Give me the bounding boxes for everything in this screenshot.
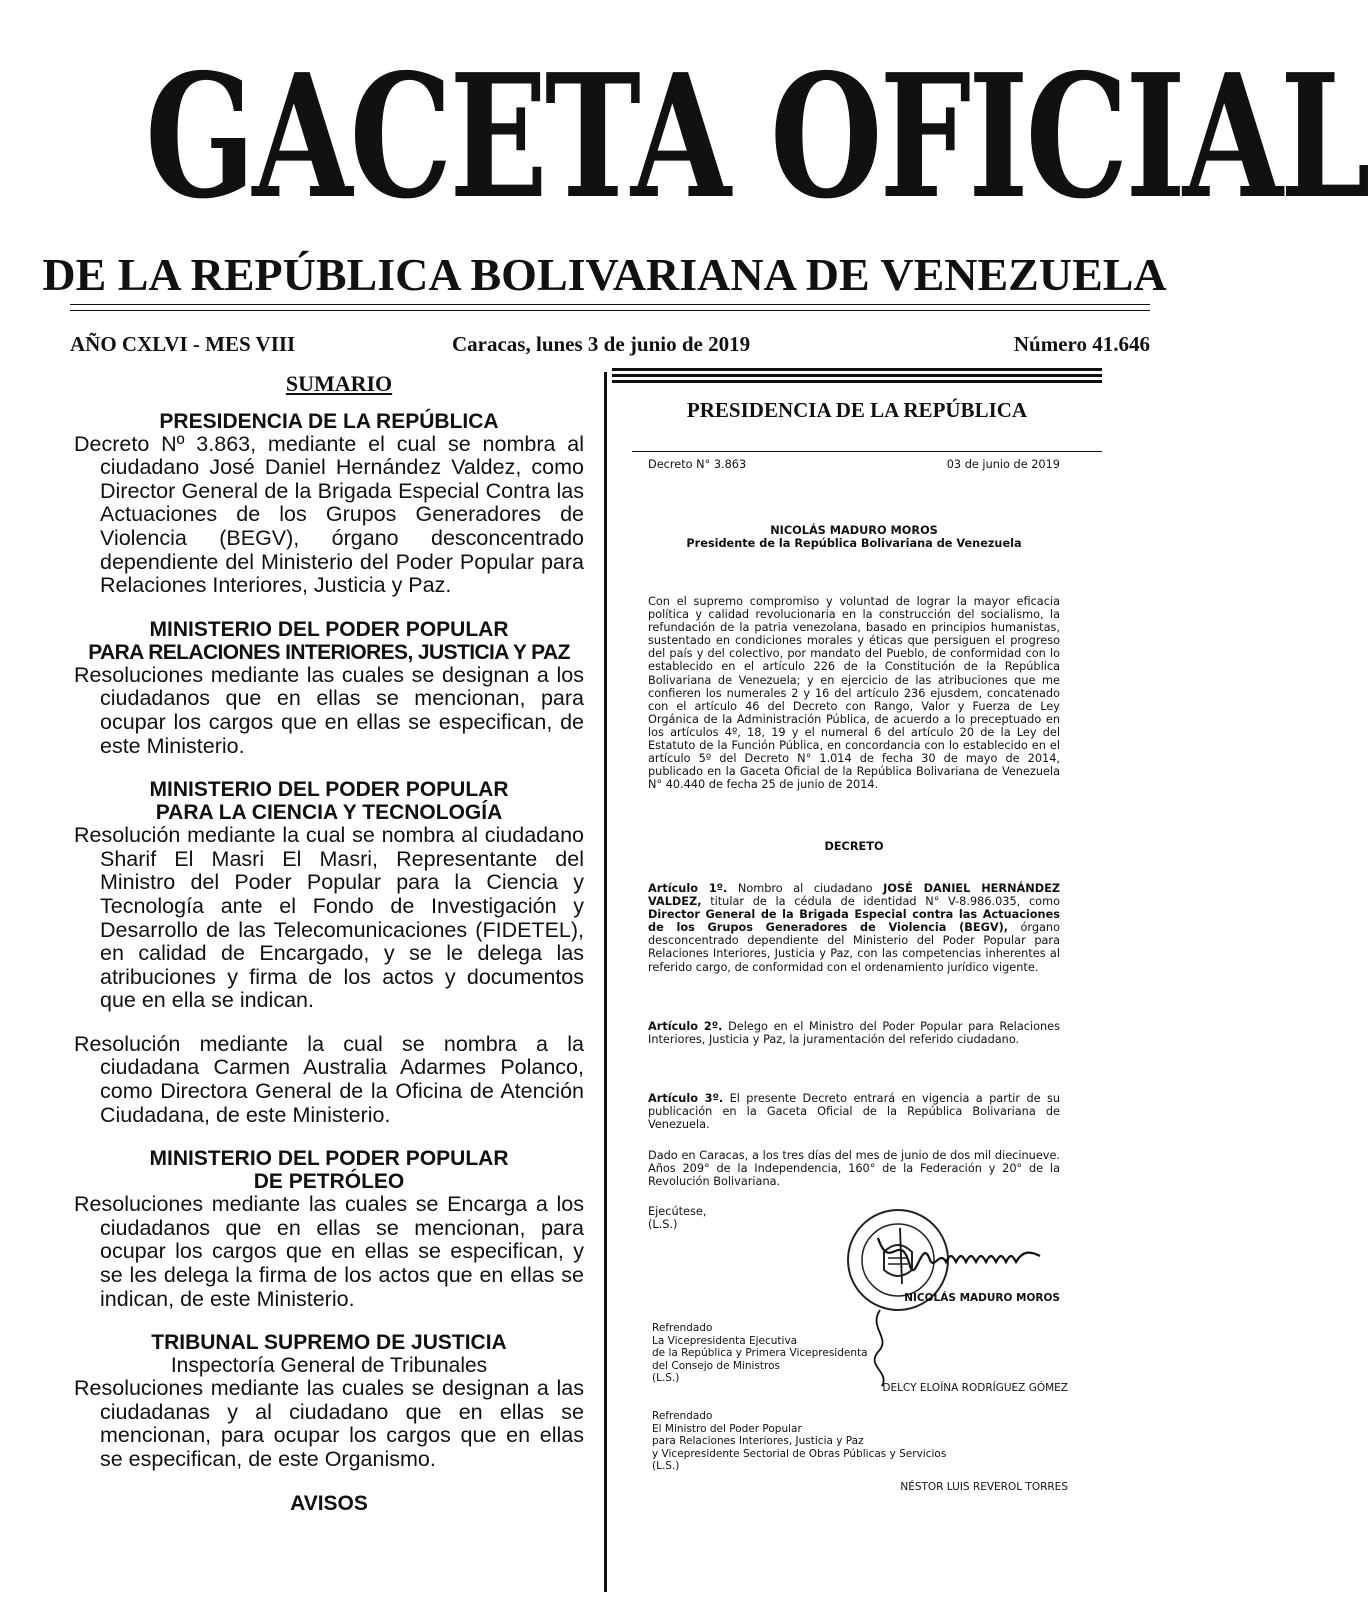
section-heading: PARA LA CIENCIA Y TECNOLOGÍA: [155, 801, 503, 825]
decree-heading: DECRETO: [824, 840, 884, 853]
article-2-text: Delego en el Ministro del Poder Popular para Relaciones Interiores, Justicia y Paz, la juramentación del referido ciudadano.: [648, 1020, 1061, 1047]
article-1: [648, 882, 1060, 974]
section-heading: MINISTERIO DEL PODER POPULAR: [149, 617, 509, 641]
decree-top-bars: [612, 368, 1102, 386]
sumario-entry: Resolución mediante la cual se nombra al ciudadano Sharif El Masri El Masri, Representante del Ministro del Poder Popular para la Ciencia y Tecnología ante el Fondo de Investigación y Desarrollo de las Telecomunicaciones (FIDETEL), en calidad de Encargado, y se le delega las atribuciones y firma de los actos y documentos que en ella se indican.: [74, 823, 584, 1013]
sumario-entry: Resolución mediante la cual se nombra a la ciudadana Carmen Australia Adarmes Polanco, como Directora General de la Oficina de Atención Ciudadana, de este Ministerio.: [74, 1031, 584, 1127]
countersign-2: [652, 1410, 946, 1473]
article-1-position: Director General de la Brigada Especial contra las Actuaciones de los Grupos Generadores de Violencia (BEGV),: [648, 908, 1060, 935]
article-2: [648, 1020, 1060, 1046]
sumario-entry: Resoluciones mediante las cuales se Encarga a los ciudadanos que en ellas se mencionan, para ocupar los cargos que en ellas se especifican, y se les delega la firma de los actos que en ellas se indican, de este Ministerio.: [74, 1192, 584, 1311]
issue-number: Número 41.646: [1013, 332, 1150, 356]
president-signature: [870, 1226, 1070, 1284]
president-name: NICOLÁS MADURO MOROS: [770, 524, 938, 537]
avisos-heading: AVISOS: [290, 1491, 368, 1515]
countersign-2-name: NÉSTOR LUIS REVEROL TORRES: [900, 1481, 1068, 1493]
gazette-title: GACETA OFICIAL: [145, 37, 1368, 237]
section-heading: TRIBUNAL SUPREMO DE JUSTICIA: [151, 1331, 507, 1355]
countersign-1-signature: [860, 1308, 900, 1388]
countersign-2-line: y Vicepresidente Sectorial de Obras Públicas y Servicios: [652, 1447, 947, 1460]
countersign-1-line: (L.S.): [652, 1372, 680, 1384]
sumario-section: [74, 778, 584, 1127]
decree-title-rule: [632, 451, 1102, 452]
countersign-2-line: para Relaciones Interiores, Justicia y Paz: [652, 1435, 864, 1447]
article-1-name: JOSÉ DANIEL HERNÁNDEZ VALDEZ,: [648, 882, 1061, 909]
countersign-1-line: Refrendado: [652, 1322, 713, 1334]
section-heading: PARA RELACIONES INTERIORES, JUSTICIA Y PAZ: [88, 640, 570, 664]
sumario-column: [74, 372, 584, 1515]
column-divider: [604, 372, 607, 1592]
header-rule-top: [70, 304, 1150, 305]
sumario-section: [74, 1331, 584, 1471]
sumario-entry: Resoluciones mediante las cuales se designan a las ciudadanas y al ciudadano que en ellas se mencionan, para ocupar los cargos que en ellas se especifican, de este Organismo.: [74, 1376, 584, 1471]
decree-number: Decreto N° 3.863: [648, 458, 747, 471]
countersign-1-name: DELCY ELOÍNA RODRÍGUEZ GÓMEZ: [882, 1382, 1068, 1394]
article-2-label: Artículo 2º.: [648, 1020, 723, 1033]
article-1-text-b: titular de la cédula de identidad N° V-8.986.035, como: [710, 895, 1060, 909]
decree-closing-block: [648, 1149, 1060, 1188]
sumario-heading: SUMARIO: [285, 371, 393, 396]
article-3-label: Artículo 3º.: [648, 1092, 724, 1105]
decree-date: 03 de junio de 2019: [946, 458, 1060, 471]
section-heading: DE PETRÓLEO: [253, 1170, 405, 1194]
sumario-entry: Resoluciones mediante las cuales se designan a los ciudadanos que en ellas se mencionan, para ocupar los cargos que en ellas se especifican, de este Ministerio.: [74, 662, 584, 758]
issue-year-month: AÑO CXLVI - MES VIII: [70, 332, 296, 356]
countersign-2-line: Refrendado: [652, 1410, 713, 1422]
sumario-section: [74, 410, 584, 598]
issue-info-line: [70, 332, 1150, 362]
countersign-2-line: (L.S.): [652, 1460, 680, 1472]
section-heading: MINISTERIO DEL PODER POPULAR: [149, 1147, 509, 1171]
header-rule-second: [70, 310, 1150, 311]
ejecutese: Ejecútese,: [648, 1205, 707, 1218]
countersign-1-line: del Consejo de Ministros: [652, 1359, 780, 1372]
article-3-text: El presente Decreto entrará en vigencia a partir de su publicación en la Gaceta Oficial de la República Bolivariana de Venezuela.: [648, 1092, 1060, 1132]
decree-preamble: Con el supremo compromiso y voluntad de lograr la mayor eficacia política y calidad revolucionaria en la construcción del socialismo, la refundación de la patria venezolana, basado en principios humanistas, sustentado en condiciones morales y éticas que persiguen el progreso del país y del colectivo, por mandato del Pueblo, de conformidad con lo establecido en el artículo 226 de la Constitución de la República Bolivariana de Venezuela; y en ejercicio de las atribuciones que me confieren los numerales 2 y 16 del artículo 236 ejusdem, concatenado con el artículo 46 del Decreto con Rango, Valor y Fuerza de Ley Orgánica de la Administración Pública, de acuerdo a lo preceptuado en los artículos 4º, 18, 19 y el numeral 6 del artículo 20 de la Ley del Estatuto de la Función Pública, en concordancia con lo establecido en el artículo 5º del Decreto N° 1.014 de fecha 30 de mayo de 2014, publicado en la Gaceta Oficial de la República Bolivariana de Venezuela N° 40.440 de fecha 25 de junio de 2014.: [648, 595, 1060, 792]
countersign-1-line: La Vicepresidenta Ejecutiva: [652, 1334, 798, 1347]
ls-mark: (L.S.): [648, 1218, 678, 1232]
countersign-2-line: El Ministro del Poder Popular: [652, 1422, 802, 1435]
article-1-text-a: Nombro al ciudadano: [737, 882, 873, 895]
president-title: Presidente de la República Bolivariana de Venezuela: [686, 537, 1022, 551]
decree-closing: Dado en Caracas, a los tres días del mes de junio de dos mil diecinueve. Años 209° de la Independencia, 160° de la Federación y 20° de la Revolución Bolivariana.: [648, 1149, 1060, 1189]
decree-number-line: [648, 458, 1060, 471]
sumario-section: [74, 618, 584, 758]
countersign-1: [652, 1322, 868, 1385]
sumario-entry: Decreto Nº 3.863, mediante el cual se nombra al ciudadano José Daniel Hernández Valdez, como Director General de la Brigada Especial Contra las Actuaciones de los Grupos Generadores de Violencia (BEGV), órgano desconcentrado dependiente del Ministerio del Poder Popular para Relaciones Interiores, Justicia y Paz.: [74, 431, 584, 598]
article-1-text-c: órgano desconcentrado dependiente del Ministerio del Poder Popular para Relaciones Interiores, Justicia y Paz, con las competencias inherentes al referido cargo, de conformidad con el ordenamiento jurídico vigente.: [648, 921, 1060, 974]
decree-issuer: [648, 524, 1060, 550]
gazette-subtitle: DE LA REPÚBLICA BOLIVARIANA DE VENEZUELA: [42, 249, 1167, 300]
decree-preamble-block: [648, 595, 1060, 791]
decree-section-title: PRESIDENCIA DE LA REPÚBLICA: [686, 398, 1028, 422]
sumario-section: [74, 1147, 584, 1311]
article-3: [648, 1092, 1060, 1131]
issue-place-date: Caracas, lunes 3 de junio de 2019: [452, 332, 751, 356]
section-heading: MINISTERIO DEL PODER POPULAR: [149, 778, 509, 802]
section-heading: PRESIDENCIA DE LA REPÚBLICA: [159, 409, 499, 433]
countersign-1-line: de la República y Primera Vicepresidenta: [652, 1347, 868, 1359]
article-1-label: Artículo 1º.: [648, 882, 728, 895]
signer-name: NICOLÁS MADURO MOROS: [904, 1292, 1060, 1304]
section-subheading: Inspectoría General de Tribunales: [170, 1354, 488, 1378]
